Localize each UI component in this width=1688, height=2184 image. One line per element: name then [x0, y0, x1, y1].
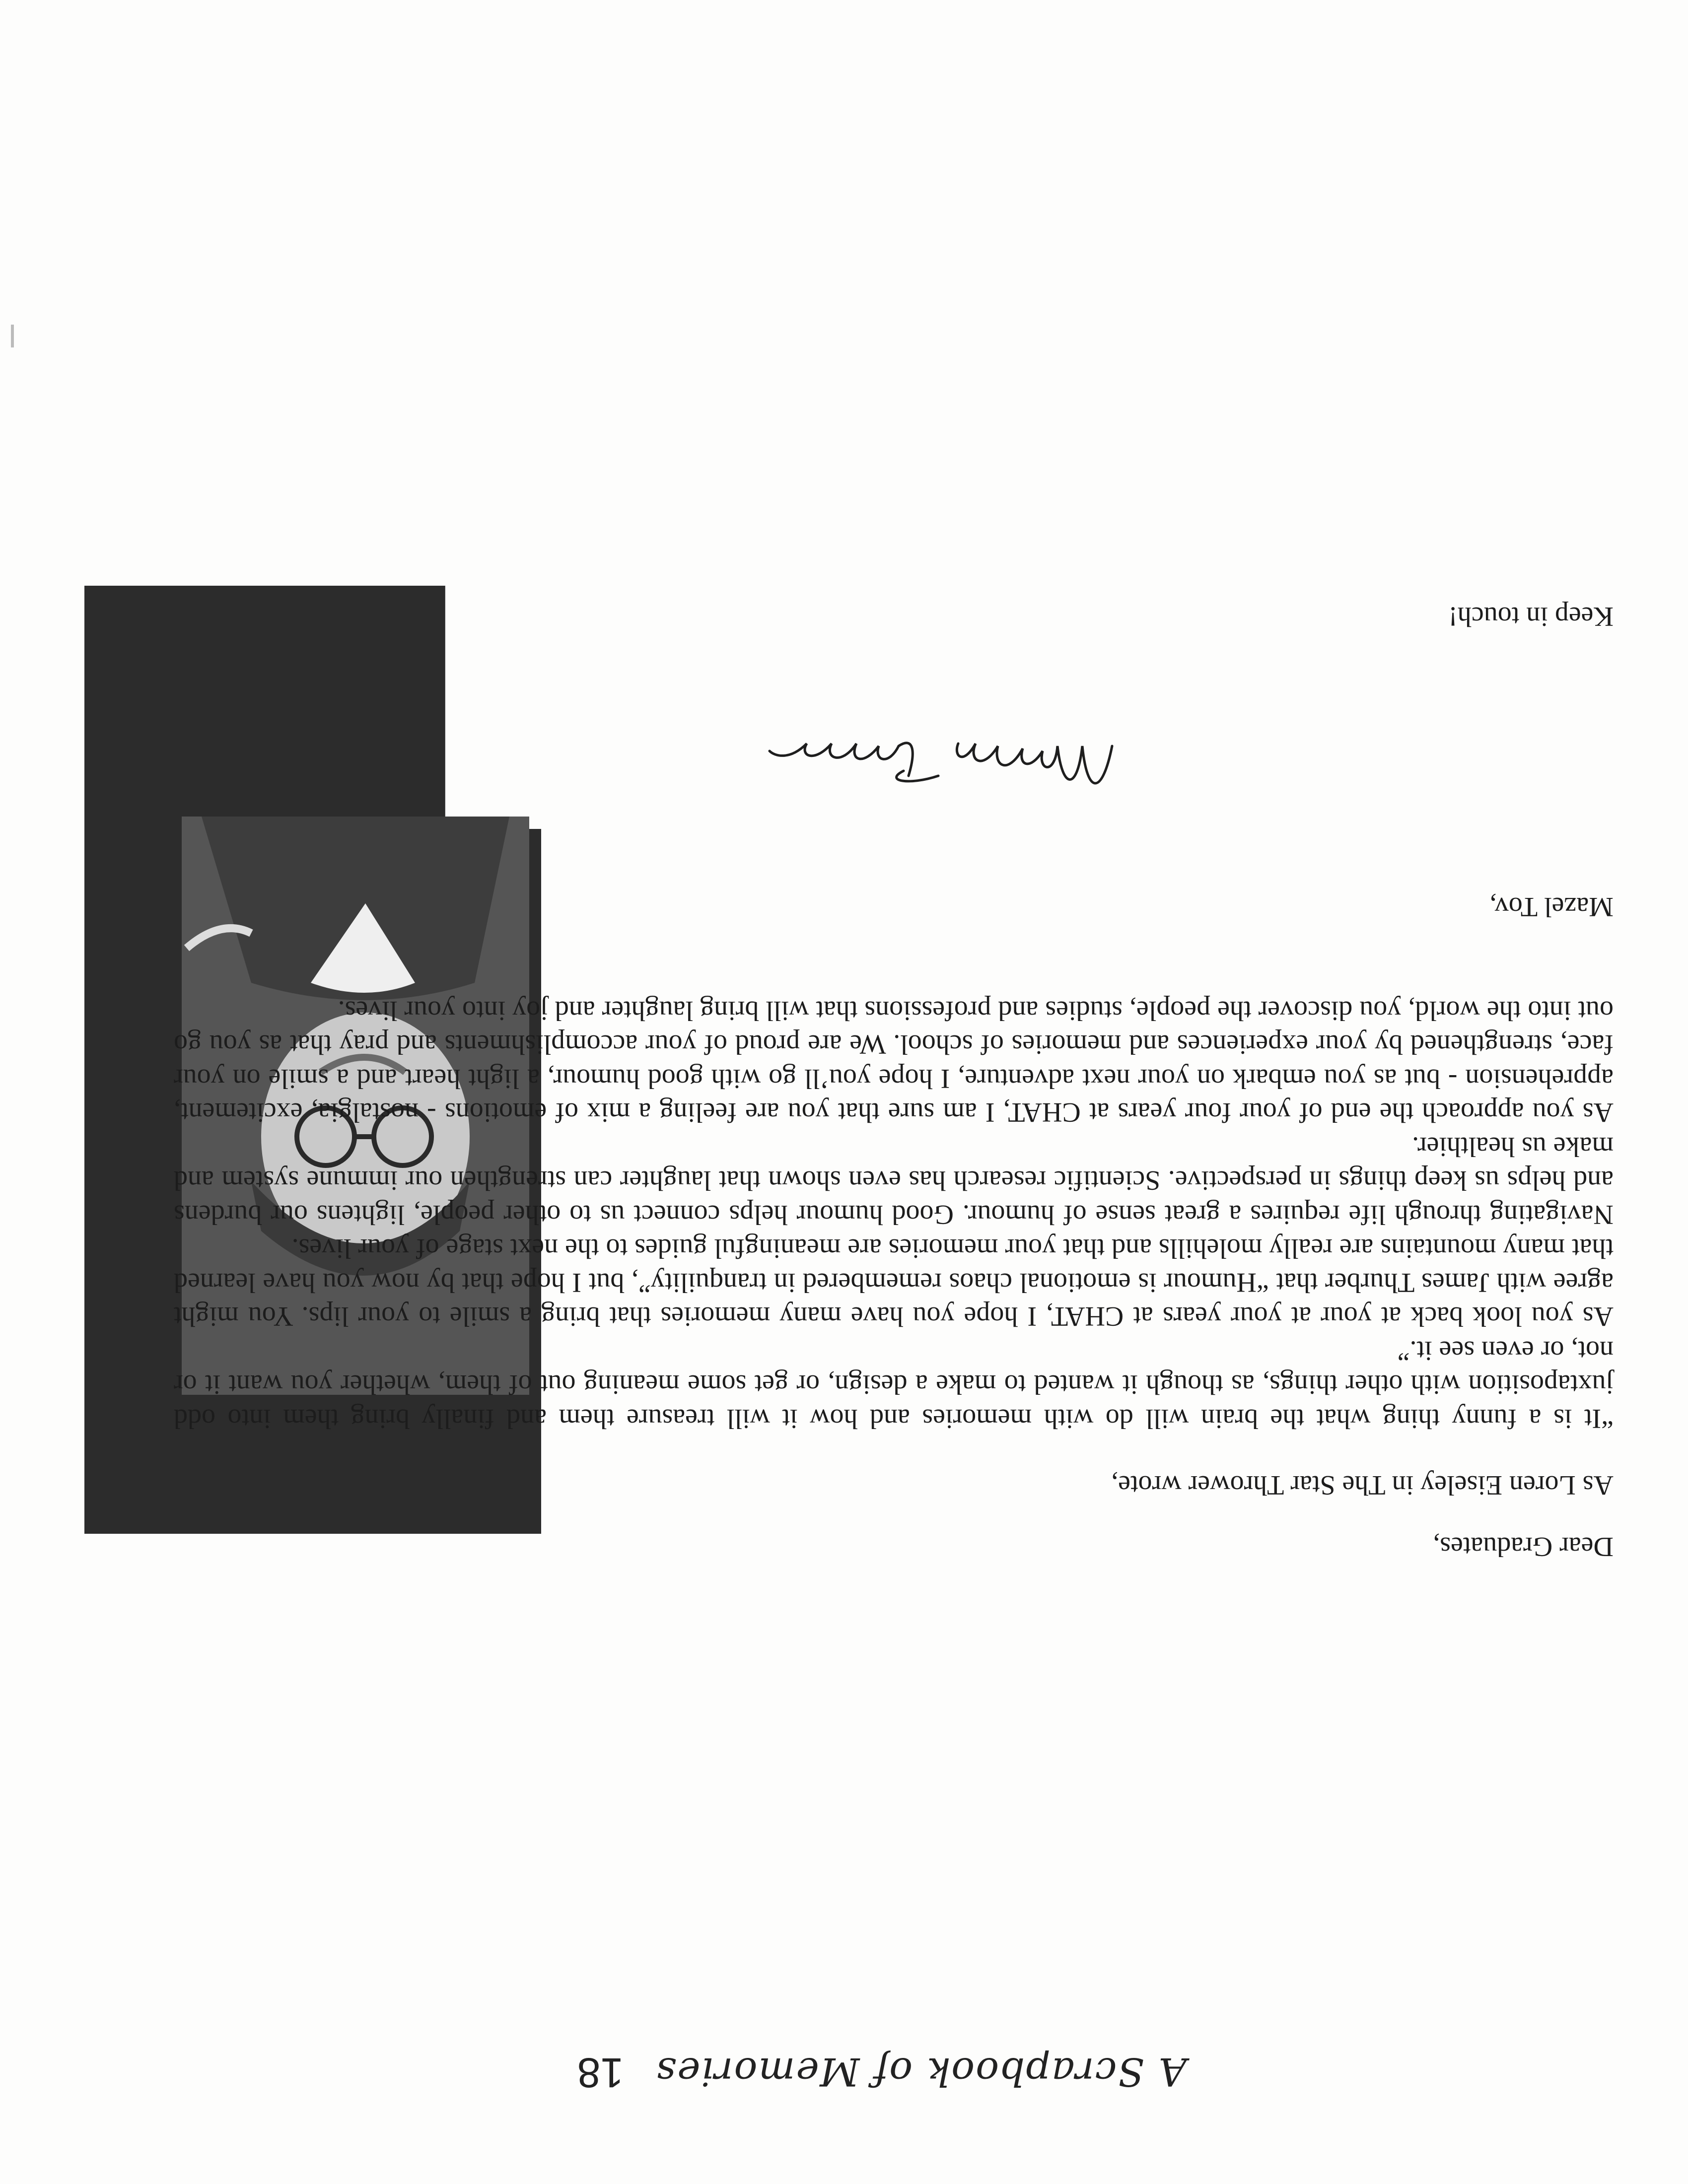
handwritten-signature — [174, 713, 1117, 806]
eiseley-quote: “It is a funny thing what the brain will do with memories and how it will treasure them and finally bring them into odd juxtaposition with other things, as though it wanted to make a design, or get some meaning out of them, whether you want it or not, or even see it.” — [174, 1335, 1614, 1434]
intro-line: As Loren Eiseley in The Star Thrower wrote, — [1111, 1470, 1614, 1501]
paragraph-humour: Navigating through life requires a great sense of humour. Good humour helps connect us to other people, lightens our burdens and helps us keep things in perspective. Scientific research has even shown that laughter can strengthen our immune system and make us healthier. — [174, 1131, 1614, 1230]
closing: Mazel Tov, — [1489, 891, 1614, 923]
paragraph-memories: As you look back at your at your years at CHAT, I hope you have many memories that bring a smile to your lips. You might agree with James Thurber that “Humour is emotional chaos remembered in tranquility”, but I hope that by now you have learned that many mountains are really molehills and that your memories are meaningful guides to the next stage of your lives. — [174, 1233, 1614, 1332]
page-header — [577, 2048, 1187, 2097]
book-title: A Scrapbook of Memories — [655, 2049, 1187, 2094]
page-number: 18 — [577, 2049, 624, 2096]
scan-mark — [11, 325, 14, 347]
letter-body — [174, 600, 1614, 1564]
paragraph-graduation: As you approach the end of your four years at CHAT, I am sure that you are feeling a mix of emotions - nostalgia, excitement, apprehension - but as you embark on your next adventure, I hope you’ll go with good humour, a light heart and a smile on your face, strengthened by your experiences and memories of school. We are proud of your accomplishments and pray that as you go out into the world, you discover the people, studies and professions that will bring laughter and joy into your lives. — [174, 995, 1614, 1128]
salutation: Dear Graduates, — [1433, 1531, 1614, 1562]
signature-image — [760, 721, 1117, 806]
sign-off: Keep in touch! — [1448, 601, 1614, 632]
